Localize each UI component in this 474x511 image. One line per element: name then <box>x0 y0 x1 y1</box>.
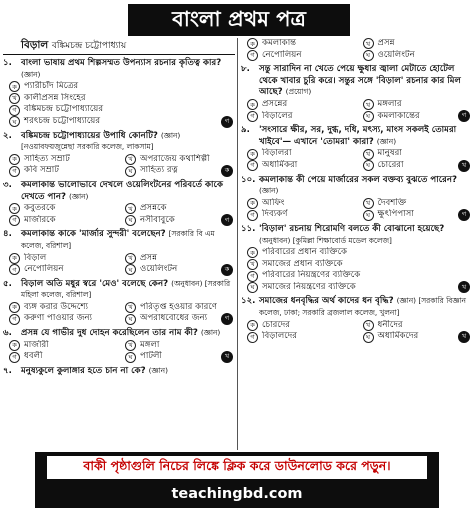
question-text: বিড়াল অতি মধুর স্বরে 'মেও' বলেছে কেন? <box>21 278 169 289</box>
option-marker: খ <box>125 253 136 264</box>
question-number: ৯. <box>241 125 250 136</box>
option-marker: গ <box>247 160 258 171</box>
option-marker: গ <box>9 314 20 325</box>
option[interactable]: গ পরিবারের নিয়ন্ত্রণের ব্যক্তিকে <box>241 270 472 282</box>
option[interactable]: খ প্রসন্ন <box>119 253 235 265</box>
question-4 <box>3 229 235 275</box>
question-1 <box>3 58 235 128</box>
option[interactable]: গ কবি সম্রাট <box>3 165 119 177</box>
options <box>241 198 472 221</box>
option[interactable]: ক বিড়াল <box>3 253 119 265</box>
option[interactable]: গ মার্জারকে <box>3 215 119 227</box>
question-number: ৬. <box>3 328 12 339</box>
option[interactable]: ক পরিবারের প্রধান ব্যক্তিকে <box>241 247 472 259</box>
option-marker: গ <box>247 111 258 122</box>
site-url-link[interactable]: teachingbd.com <box>171 486 303 502</box>
options <box>3 302 235 325</box>
question-source: (জ্ঞান) <box>376 136 397 146</box>
option-marker: ক <box>247 198 258 209</box>
question-12 <box>241 296 472 342</box>
option-marker: ক <box>247 38 258 49</box>
option[interactable]: খ প্রসন্ন <box>357 38 473 50</box>
option-marker: ক <box>247 149 258 160</box>
question-number: ১১. <box>241 223 256 234</box>
option[interactable]: গ নেপোলিয়ন <box>3 264 119 276</box>
question-source: (অনুধাবন) [সরকারি মহিলা কলেজ, বরিশাল] <box>21 278 231 300</box>
options <box>241 99 472 122</box>
question-source: (জ্ঞান) <box>21 69 41 79</box>
question-number: ১০. <box>241 174 256 185</box>
option[interactable]: খ দৈবশক্তি <box>357 198 473 210</box>
question-number: ৩. <box>3 179 12 190</box>
option[interactable]: খ পরিতৃপ্ত হওয়ার কারণে <box>119 302 235 314</box>
option[interactable]: ক সাহিত্য সম্রাট <box>3 154 119 166</box>
option[interactable]: গ ধবলী <box>3 351 119 363</box>
page-title: বাংলা প্রথম পত্র <box>128 4 350 36</box>
question-source: (জ্ঞান) [সরকারি বিজ্ঞান কলেজ, ঢাকা; সরকারি ব্রজলাল কলেজ, খুলনা] <box>259 296 466 318</box>
option-marker: খ <box>9 93 20 104</box>
option-marker: ক <box>9 81 20 92</box>
option-marker: ঘ <box>363 160 374 171</box>
option[interactable]: ঘ নসীবাবুকে <box>119 215 235 227</box>
option[interactable]: ঘ অপরাধবোধের জন্য <box>119 313 235 325</box>
left-column <box>3 38 235 377</box>
option-marker: খ <box>363 149 374 160</box>
option-marker: গ <box>9 166 20 177</box>
question-source: (জ্ঞান) [নওয়াবফয়জুন্নেছা সরকারি কলেজ, লাকসাম] <box>21 130 181 152</box>
question-source: [সরকারি বি এম কলেজ, বরিশাল] <box>21 229 215 250</box>
option-marker: খ <box>363 99 374 110</box>
option[interactable]: গ অধার্মিকরা <box>241 160 357 172</box>
option-marker: ক <box>9 203 20 214</box>
option-marker: ক <box>9 302 20 313</box>
option-marker: গ <box>247 271 258 282</box>
option-marker: ঘ <box>363 111 374 122</box>
question-7-options <box>241 38 472 61</box>
option[interactable]: ঘ সমাজের নিয়ন্ত্রণের ব্যক্তিকে <box>241 282 472 294</box>
question-text: প্রসন্ন যে গাভীর দুধ দোহন করেছিলেন তার নাম কী? <box>21 328 198 339</box>
question-text: 'সংসারে ক্ষীর, সর, দুগ্ধ, দধি, মৎস্য, মাংস সকলই তোমরা খাইবে'— এখানে 'তোমরা' কারা? <box>259 125 457 147</box>
option[interactable]: গ বঙ্কিমচন্দ্র চট্টোপাধ্যায়ের <box>3 104 235 116</box>
option[interactable]: ঘ চোরেরা <box>357 160 473 172</box>
question-text: 'বিড়াল' রচনায় শিরোমণি বলতে কী বোঝানো হয়েছে? <box>259 223 445 234</box>
option-marker: ক <box>9 340 20 351</box>
question-source: (অনুধাবন) [কুমিল্লা শিক্ষাবোর্ড মডেল কলেজ] <box>259 235 392 245</box>
question-9 <box>241 125 472 171</box>
option[interactable]: ঘ ওয়েলিংটন <box>119 264 235 276</box>
options <box>3 203 235 226</box>
option-marker: ঘ <box>9 116 20 127</box>
option[interactable]: খ মঙ্গলা <box>119 340 235 352</box>
option-marker: ক <box>247 320 258 331</box>
option-marker: গ <box>247 332 258 343</box>
option[interactable]: ক প্রসন্নের <box>241 99 357 111</box>
option[interactable]: গ নেপোলিয়ন <box>241 50 357 62</box>
option[interactable]: ক কমলাকান্ত <box>241 38 357 50</box>
option[interactable]: গ বিড়ালদের <box>241 331 357 343</box>
download-banner[interactable] <box>35 452 439 508</box>
question-source: (প্রয়োগ) <box>285 87 312 97</box>
answer-badge: ক <box>221 264 233 276</box>
chapter-author: বঙ্কিমচন্দ্র চট্টোপাধ্যায় <box>51 41 127 51</box>
answer-badge: গ <box>221 313 233 325</box>
option-marker: ঘ <box>247 282 258 293</box>
option[interactable]: ঘ পাটলী <box>119 351 235 363</box>
option[interactable]: খ মঙ্গলার <box>357 99 473 111</box>
option-marker: খ <box>125 340 136 351</box>
answer-badge: গ <box>221 116 233 128</box>
option-marker: ঘ <box>363 210 374 221</box>
options <box>241 148 472 171</box>
answer-badge: খ <box>221 351 233 363</box>
chapter-heading <box>3 38 235 55</box>
option[interactable]: খ কালীপ্রসন্ন সিংহের <box>3 93 235 105</box>
option-marker: ঘ <box>125 264 136 275</box>
question-source: (জ্ঞান) <box>148 365 168 375</box>
option[interactable]: ঘ শরৎচন্দ্র চট্টোপাধ্যায়ের <box>3 116 235 128</box>
options <box>241 320 472 343</box>
option-marker: ঘ <box>125 166 136 177</box>
option[interactable]: গ বিড়ালের <box>241 111 357 123</box>
option-marker: ক <box>9 253 20 264</box>
question-number: ২. <box>3 130 12 141</box>
question-5 <box>3 279 235 325</box>
option[interactable]: ক প্যারীচাঁদ মিত্রের <box>3 81 235 93</box>
option-marker: গ <box>247 50 258 61</box>
answer-badge: গ <box>221 214 233 226</box>
question-number: ১২. <box>241 296 256 307</box>
question-source: (জ্ঞান) <box>259 186 279 196</box>
option-marker: খ <box>363 198 374 209</box>
question-11 <box>241 224 472 294</box>
question-source: (জ্ঞান) <box>68 191 89 201</box>
option[interactable]: ক মার্জারী <box>3 340 119 352</box>
question-text: কমলাকান্ত কাকে 'মার্জার সুন্দরী' বলেছেন? <box>21 229 166 240</box>
answer-badge: খ <box>458 331 470 343</box>
option-marker: গ <box>9 352 20 363</box>
option[interactable]: ক ব্যঙ্গ করার উদ্দেশ্যে <box>3 302 119 314</box>
answer-badge: গ <box>458 209 470 221</box>
option[interactable]: ক বিড়ালরা <box>241 148 357 160</box>
question-text: সন্তু সারাদিন না খেতে পেয়ে ক্ষুধার জ্বালা মেটাতে হোটেল থেকে খাবার চুরি করে। সন্তুর সঙ্গে 'বিড়াল' রচনার কার মিল আছে? <box>259 64 461 98</box>
question-8 <box>241 64 472 122</box>
options <box>241 38 472 61</box>
option-marker: ক <box>9 154 20 165</box>
option[interactable]: ক কবুতরকে <box>3 203 119 215</box>
option[interactable]: ঘ কমলাকান্তের <box>357 111 473 123</box>
option[interactable]: খ অপরাজেয় কথাশিল্পী <box>119 154 235 166</box>
answer-badge: খ <box>458 160 470 172</box>
options <box>241 247 472 293</box>
option-marker: খ <box>125 154 136 165</box>
question-text: মনুষ্যকুলে কুলাঙ্গার হতে চান না কে? <box>21 365 146 376</box>
option[interactable]: ঘ ওয়েলিংটন <box>357 50 473 62</box>
option-marker: ক <box>247 99 258 110</box>
answer-badge: ক <box>221 165 233 177</box>
option[interactable]: ঘ ক্ষুৎপিপাসা <box>357 209 473 221</box>
right-column <box>241 38 472 346</box>
option[interactable]: ঘ সাহিত্য রত্ন <box>119 165 235 177</box>
option[interactable]: ঘ অধার্মিকদের <box>357 331 473 343</box>
option[interactable]: খ সমাজের প্রধান ব্যক্তিকে <box>241 259 472 271</box>
question-number: ৮. <box>241 64 250 75</box>
question-number: ১. <box>3 58 12 68</box>
options <box>3 340 235 363</box>
option-marker: গ <box>247 210 258 221</box>
option-marker: ক <box>247 247 258 258</box>
option[interactable]: খ ধনীদের <box>357 320 473 332</box>
option[interactable]: ক আফিং <box>241 198 357 210</box>
option-marker: ঘ <box>363 50 374 61</box>
question-text: বাংলা ভাষায় প্রথম শিল্পসম্মত উপন্যাস রচনার কৃতিত্ব কার? <box>21 58 222 68</box>
option-marker: খ <box>363 320 374 331</box>
option[interactable]: খ মানুষরা <box>357 148 473 160</box>
question-number: ৪. <box>3 229 12 240</box>
question-2 <box>3 131 235 177</box>
answer-badge: গ <box>458 110 470 122</box>
option-marker: গ <box>9 215 20 226</box>
option[interactable]: গ দিব্যকর্ণ <box>241 209 357 221</box>
option-marker: খ <box>125 203 136 214</box>
column-divider <box>237 38 238 450</box>
question-text: বঙ্কিমচন্দ্র চট্টোপাধ্যায়ের উপাধি কোনটি? <box>21 130 158 141</box>
question-number: ৭. <box>3 365 12 376</box>
question-6 <box>3 328 235 363</box>
question-sheet <box>0 38 474 450</box>
answer-badge: খ <box>458 281 470 293</box>
option-marker: ঘ <box>125 314 136 325</box>
option-marker: খ <box>247 259 258 270</box>
option-marker: গ <box>9 105 20 116</box>
option[interactable]: খ প্রসন্নকে <box>119 203 235 215</box>
question-text: কমলাকান্ত কী পেয়ে মার্জারের সকল বক্তব্য বুঝতে পারেন? <box>259 174 458 185</box>
question-text: সমাজের ধনবৃদ্ধির অর্থ কাদের ধন বৃদ্ধি? <box>259 296 394 307</box>
option-marker: গ <box>9 264 20 275</box>
option[interactable]: গ করুণা পাওয়ার জন্য <box>3 313 119 325</box>
option-marker: ঘ <box>125 215 136 226</box>
option-marker: খ <box>363 38 374 49</box>
question-text: কমলাকান্ত ভালোভাবে দেখলে ওয়েলিংটনের পরিবর্তে কাকে দেখতে পান? <box>21 179 224 202</box>
option-marker: খ <box>125 302 136 313</box>
question-10 <box>241 175 472 221</box>
option-marker: ঘ <box>363 332 374 343</box>
options <box>3 253 235 276</box>
options <box>3 81 235 127</box>
question-source: (জ্ঞান) <box>200 328 221 338</box>
chapter-title: বিড়াল <box>21 39 49 51</box>
options <box>3 154 235 177</box>
question-7 <box>3 366 235 378</box>
option-marker: ঘ <box>125 352 136 363</box>
download-banner-text[interactable]: বাকী পৃষ্ঠাগুলি নিচের লিঙ্কে ক্লিক করে ডাউনলোড করে পড়ুন। <box>47 456 427 479</box>
question-number: ৫. <box>3 278 12 289</box>
option[interactable]: ক চোরদের <box>241 320 357 332</box>
question-3 <box>3 180 235 226</box>
